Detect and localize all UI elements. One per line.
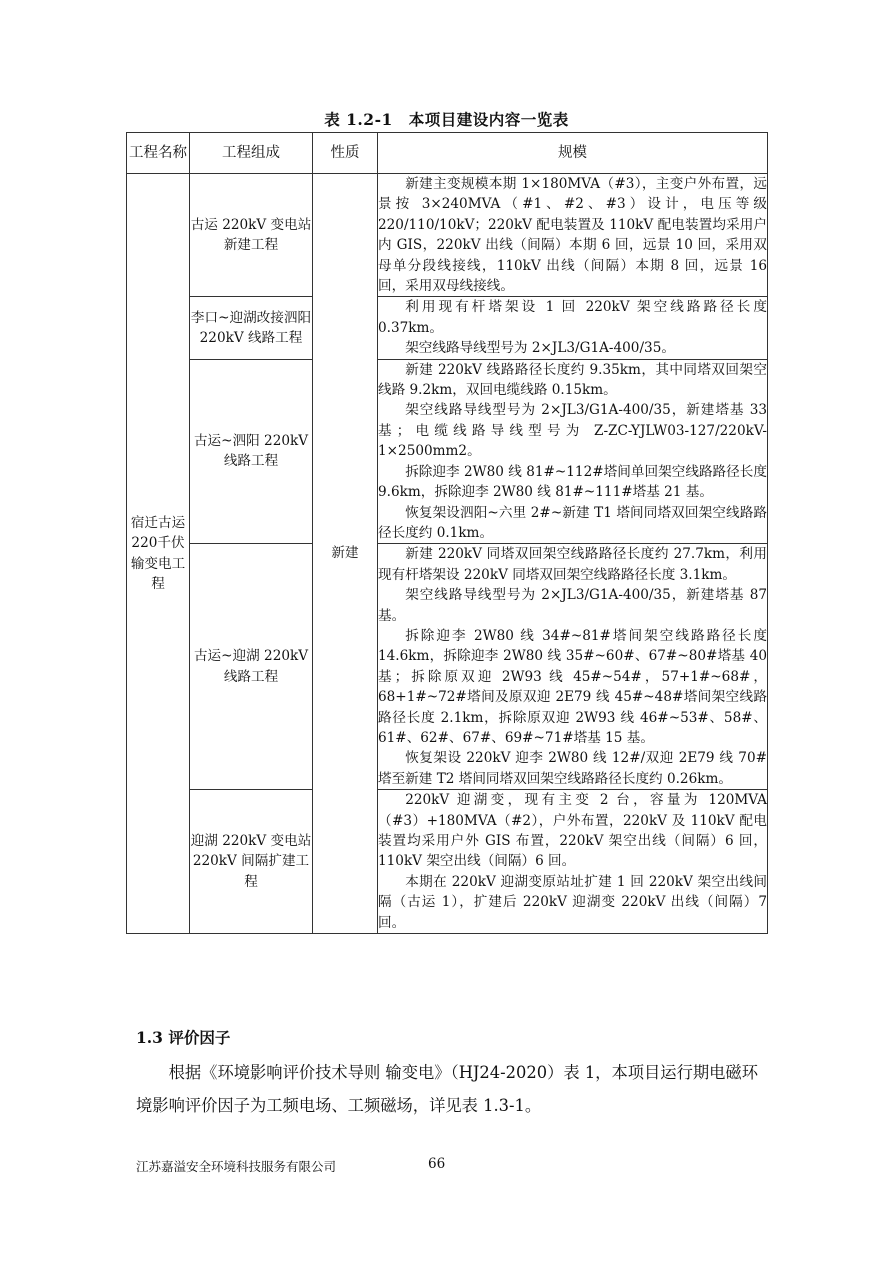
table-header-row — [127, 133, 768, 174]
table-row — [127, 359, 768, 544]
component-cell: 古运~迎湖 220kV 线路工程 — [190, 544, 313, 790]
scale-paragraph: 恢复架设泗阳~六里 2#~新建 T1 塔间同塔双回架空线路路径长度约 0.1km。 — [378, 504, 767, 541]
header-nature: 性质 — [313, 133, 378, 174]
project-name-cell: 宿迁古运220千伏输变电工程 — [127, 174, 190, 934]
scale-paragraph: 拆除迎李 2W80 线 34#~81#塔间架空线路路径长度 14.6km，拆除迎李 2W80 线 35#~60#、67#~80#塔基 40 基；拆除原双迎 2W93 线 45#~54#，57+1#~68#，68+1#~72#塔间及原双迎 2E79 线 45#~48#塔间架空线路路径长度 2.1km，拆除原双迎 2W93 线 46#~53#、58#、61#、62#、67#、69#~71#塔基 15 基。 — [378, 627, 767, 746]
scale-paragraph: 架空线路导线型号为 2×JL3/G1A-400/35，新建塔基 87 基。 — [378, 587, 767, 624]
scale-paragraph: 拆除迎李 2W80 线 81#~112#塔间单回架空线路路径长度 9.6km，拆除迎李 2W80 线 81#~111#塔基 21 基。 — [378, 463, 767, 501]
header-scale: 规模 — [378, 133, 768, 174]
scale-paragraph: 架空线路导线型号为 2×JL3/G1A-400/35。 — [405, 340, 675, 357]
page-number: 66 — [428, 1156, 446, 1172]
scale-paragraph: 利用现有杆塔架设 1 回 220kV 架空线路路径长度 0.37km。 — [378, 299, 767, 336]
scale-cell — [378, 297, 768, 359]
component-cell: 古运 220kV 变电站新建工程 — [190, 174, 313, 297]
table-row — [127, 790, 768, 934]
scale-paragraph: 新建 220kV 线路路径长度约 9.35km，其中同塔双回架空线路 9.2km，双回电缆线路 0.15km。 — [378, 361, 767, 399]
header-composition: 工程组成 — [190, 133, 313, 174]
construction-content-table — [126, 132, 768, 934]
component-cell: 古运~泗阳 220kV 线路工程 — [190, 359, 313, 544]
scale-cell — [378, 359, 768, 544]
component-cell: 迎湖 220kV 变电站 220kV 间隔扩建工程 — [190, 790, 313, 934]
scale-paragraph: 本期在 220kV 迎湖变原站址扩建 1 回 220kV 架空出线间隔（古运 1），扩建后 220kV 迎湖变 220kV 出线（间隔）7 回。 — [378, 873, 767, 931]
table-row — [127, 297, 768, 359]
scale-cell — [378, 544, 768, 790]
footer-company: 江苏嘉溢安全环境科技服务有限公司 — [136, 1159, 337, 1174]
section-paragraph: 根据《环境影响评价技术导则 输变电》（HJ24-2020）表 1，本项目运行期电磁环境影响评价因子为工频电场、工频磁场，详见表 1.3-1。 — [136, 1063, 758, 1115]
nature-cell: 新建 — [313, 174, 378, 934]
scale-paragraph: 架空线路导线型号为 2×JL3/G1A-400/35，新建塔基 33 基；电缆线路导线型号为 Z-ZC-YJLW03-127/220kV-1×2500mm2。 — [378, 402, 767, 460]
table-row — [127, 544, 768, 790]
scale-cell — [378, 790, 768, 934]
component-cell: 李口~迎湖改接泗阳 220kV 线路工程 — [190, 297, 313, 359]
table-row — [127, 174, 768, 297]
scale-paragraph: 新建主变规模本期 1×180MVA（#3），主变户外布置，远景按 3×240MVA（#1、#2、#3）设计，电压等级 220/110/10kV；220kV 配电装置及 110kV 配电装置均采用户内 GIS，220kV 出线（间隔）本期 6 回，远景 10 回，采用双母单分段线接线，110kV 出线（间隔）本期 8 回，远景 16 回，采用双母线接线。 — [378, 176, 767, 295]
section-heading: 1.3 评价因子 — [136, 1028, 231, 1047]
header-project-name: 工程名称 — [127, 133, 190, 174]
scale-cell — [378, 174, 768, 297]
table-caption: 表 1.2-1 本项目建设内容一览表 — [324, 110, 569, 129]
scale-paragraph: 220kV 迎湖变，现有主变 2 台，容量为 120MVA（#3）+180MVA（#2），户外布置，220kV 及 110kV 配电装置均采用户外 GIS 布置，220kV 架空出线（间隔）6 回，110kV 架空出线（间隔）6 回。 — [378, 792, 767, 870]
scale-paragraph: 恢复架设 220kV 迎李 2W80 线 12#/双迎 2E79 线 70#塔至新建 T2 塔间同塔双回架空线路路径长度约 0.26km。 — [378, 750, 767, 787]
scale-paragraph: 新建 220kV 同塔双回架空线路路径长度约 27.7km，利用现有杆塔架设 220kV 同塔双回架空线路路径长度 3.1km。 — [378, 546, 767, 583]
